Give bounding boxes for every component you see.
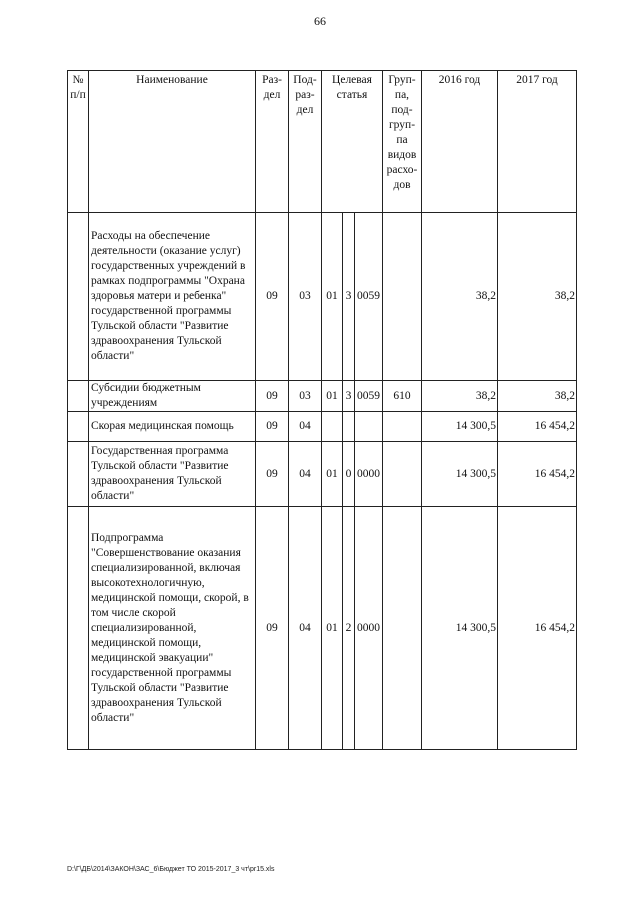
budget-table	[67, 70, 577, 750]
header-2016: 2016 год	[422, 71, 498, 213]
table-row	[68, 381, 577, 412]
header-expense-group: Груп- па, под- груп- па видов расхо- дов	[383, 71, 422, 213]
cell-podrazdel: 04	[289, 442, 322, 507]
cell-razdel: 09	[256, 381, 289, 412]
page-number: 66	[314, 14, 326, 28]
table-row	[68, 442, 577, 507]
cell-cs-program	[322, 412, 343, 442]
cell-num	[68, 213, 89, 381]
cell-cs-code: 0059	[355, 381, 383, 412]
header-num: № п/п	[68, 71, 89, 213]
cell-2017: 16 454,2	[498, 412, 577, 442]
file-path-footer: D:\Г\ДБ\2014\ЗАКОН\ЗАС_6\Бюджет ТО 2015-2017_3 чт\рr15.xls	[67, 866, 275, 873]
cell-group	[383, 442, 422, 507]
cell-2016: 14 300,5	[422, 442, 498, 507]
cell-cs-code: 0059	[355, 213, 383, 381]
cell-2016: 14 300,5	[422, 507, 498, 750]
cell-group	[383, 412, 422, 442]
cell-num	[68, 381, 89, 412]
header-2017: 2017 год	[498, 71, 577, 213]
cell-2016: 38,2	[422, 213, 498, 381]
cell-2017: 38,2	[498, 213, 577, 381]
cell-razdel: 09	[256, 442, 289, 507]
cell-cs-program: 01	[322, 442, 343, 507]
header-razdel: Раз- дел	[256, 71, 289, 213]
cell-cs-program: 01	[322, 507, 343, 750]
cell-group: 610	[383, 381, 422, 412]
cell-podrazdel: 03	[289, 213, 322, 381]
table-header-row	[68, 71, 577, 213]
cell-group	[383, 507, 422, 750]
table-row	[68, 412, 577, 442]
cell-cs-subprogram	[343, 412, 355, 442]
cell-cs-subprogram: 0	[343, 442, 355, 507]
cell-group	[383, 213, 422, 381]
cell-name: Скорая медицинская помощь	[89, 412, 256, 442]
cell-cs-program: 01	[322, 213, 343, 381]
cell-podrazdel: 03	[289, 381, 322, 412]
cell-cs-code: 0000	[355, 442, 383, 507]
cell-cs-subprogram: 3	[343, 213, 355, 381]
cell-name: Расходы на обеспечение деятельности (оказание услуг) государственных учреждений в рамках подпрограммы "Охрана здоровья матери и ребенка" государственной программы Тульской области "Развитие здравоохранения Тульской области"	[89, 213, 256, 381]
cell-cs-subprogram: 3	[343, 381, 355, 412]
cell-2016: 38,2	[422, 381, 498, 412]
cell-2017: 16 454,2	[498, 442, 577, 507]
cell-razdel: 09	[256, 213, 289, 381]
cell-podrazdel: 04	[289, 507, 322, 750]
cell-name: Подпрограмма "Совершенствование оказания специализированной, включая высокотехнологичную, медицинской помощи, скорой, в том числе скорой специализированной, медицинской помощи, медицинской эвакуации" государственной программы Тульской области "Развитие здравоохранения Тульской области"	[89, 507, 256, 750]
cell-cs-subprogram: 2	[343, 507, 355, 750]
cell-name: Субсидии бюджетным учреждениям	[89, 381, 256, 412]
cell-2016: 14 300,5	[422, 412, 498, 442]
cell-2017: 16 454,2	[498, 507, 577, 750]
table-row	[68, 213, 577, 381]
cell-num	[68, 442, 89, 507]
cell-name: Государственная программа Тульской области "Развитие здравоохранения Тульской области"	[89, 442, 256, 507]
header-target-article: Целевая статья	[322, 71, 383, 213]
cell-cs-program: 01	[322, 381, 343, 412]
header-name: Наименование	[89, 71, 256, 213]
cell-cs-code: 0000	[355, 507, 383, 750]
cell-razdel: 09	[256, 507, 289, 750]
table-row	[68, 507, 577, 750]
cell-2017: 38,2	[498, 381, 577, 412]
header-podrazdel: Под- раз- дел	[289, 71, 322, 213]
cell-cs-code	[355, 412, 383, 442]
cell-razdel: 09	[256, 412, 289, 442]
cell-num	[68, 412, 89, 442]
cell-num	[68, 507, 89, 750]
cell-podrazdel: 04	[289, 412, 322, 442]
